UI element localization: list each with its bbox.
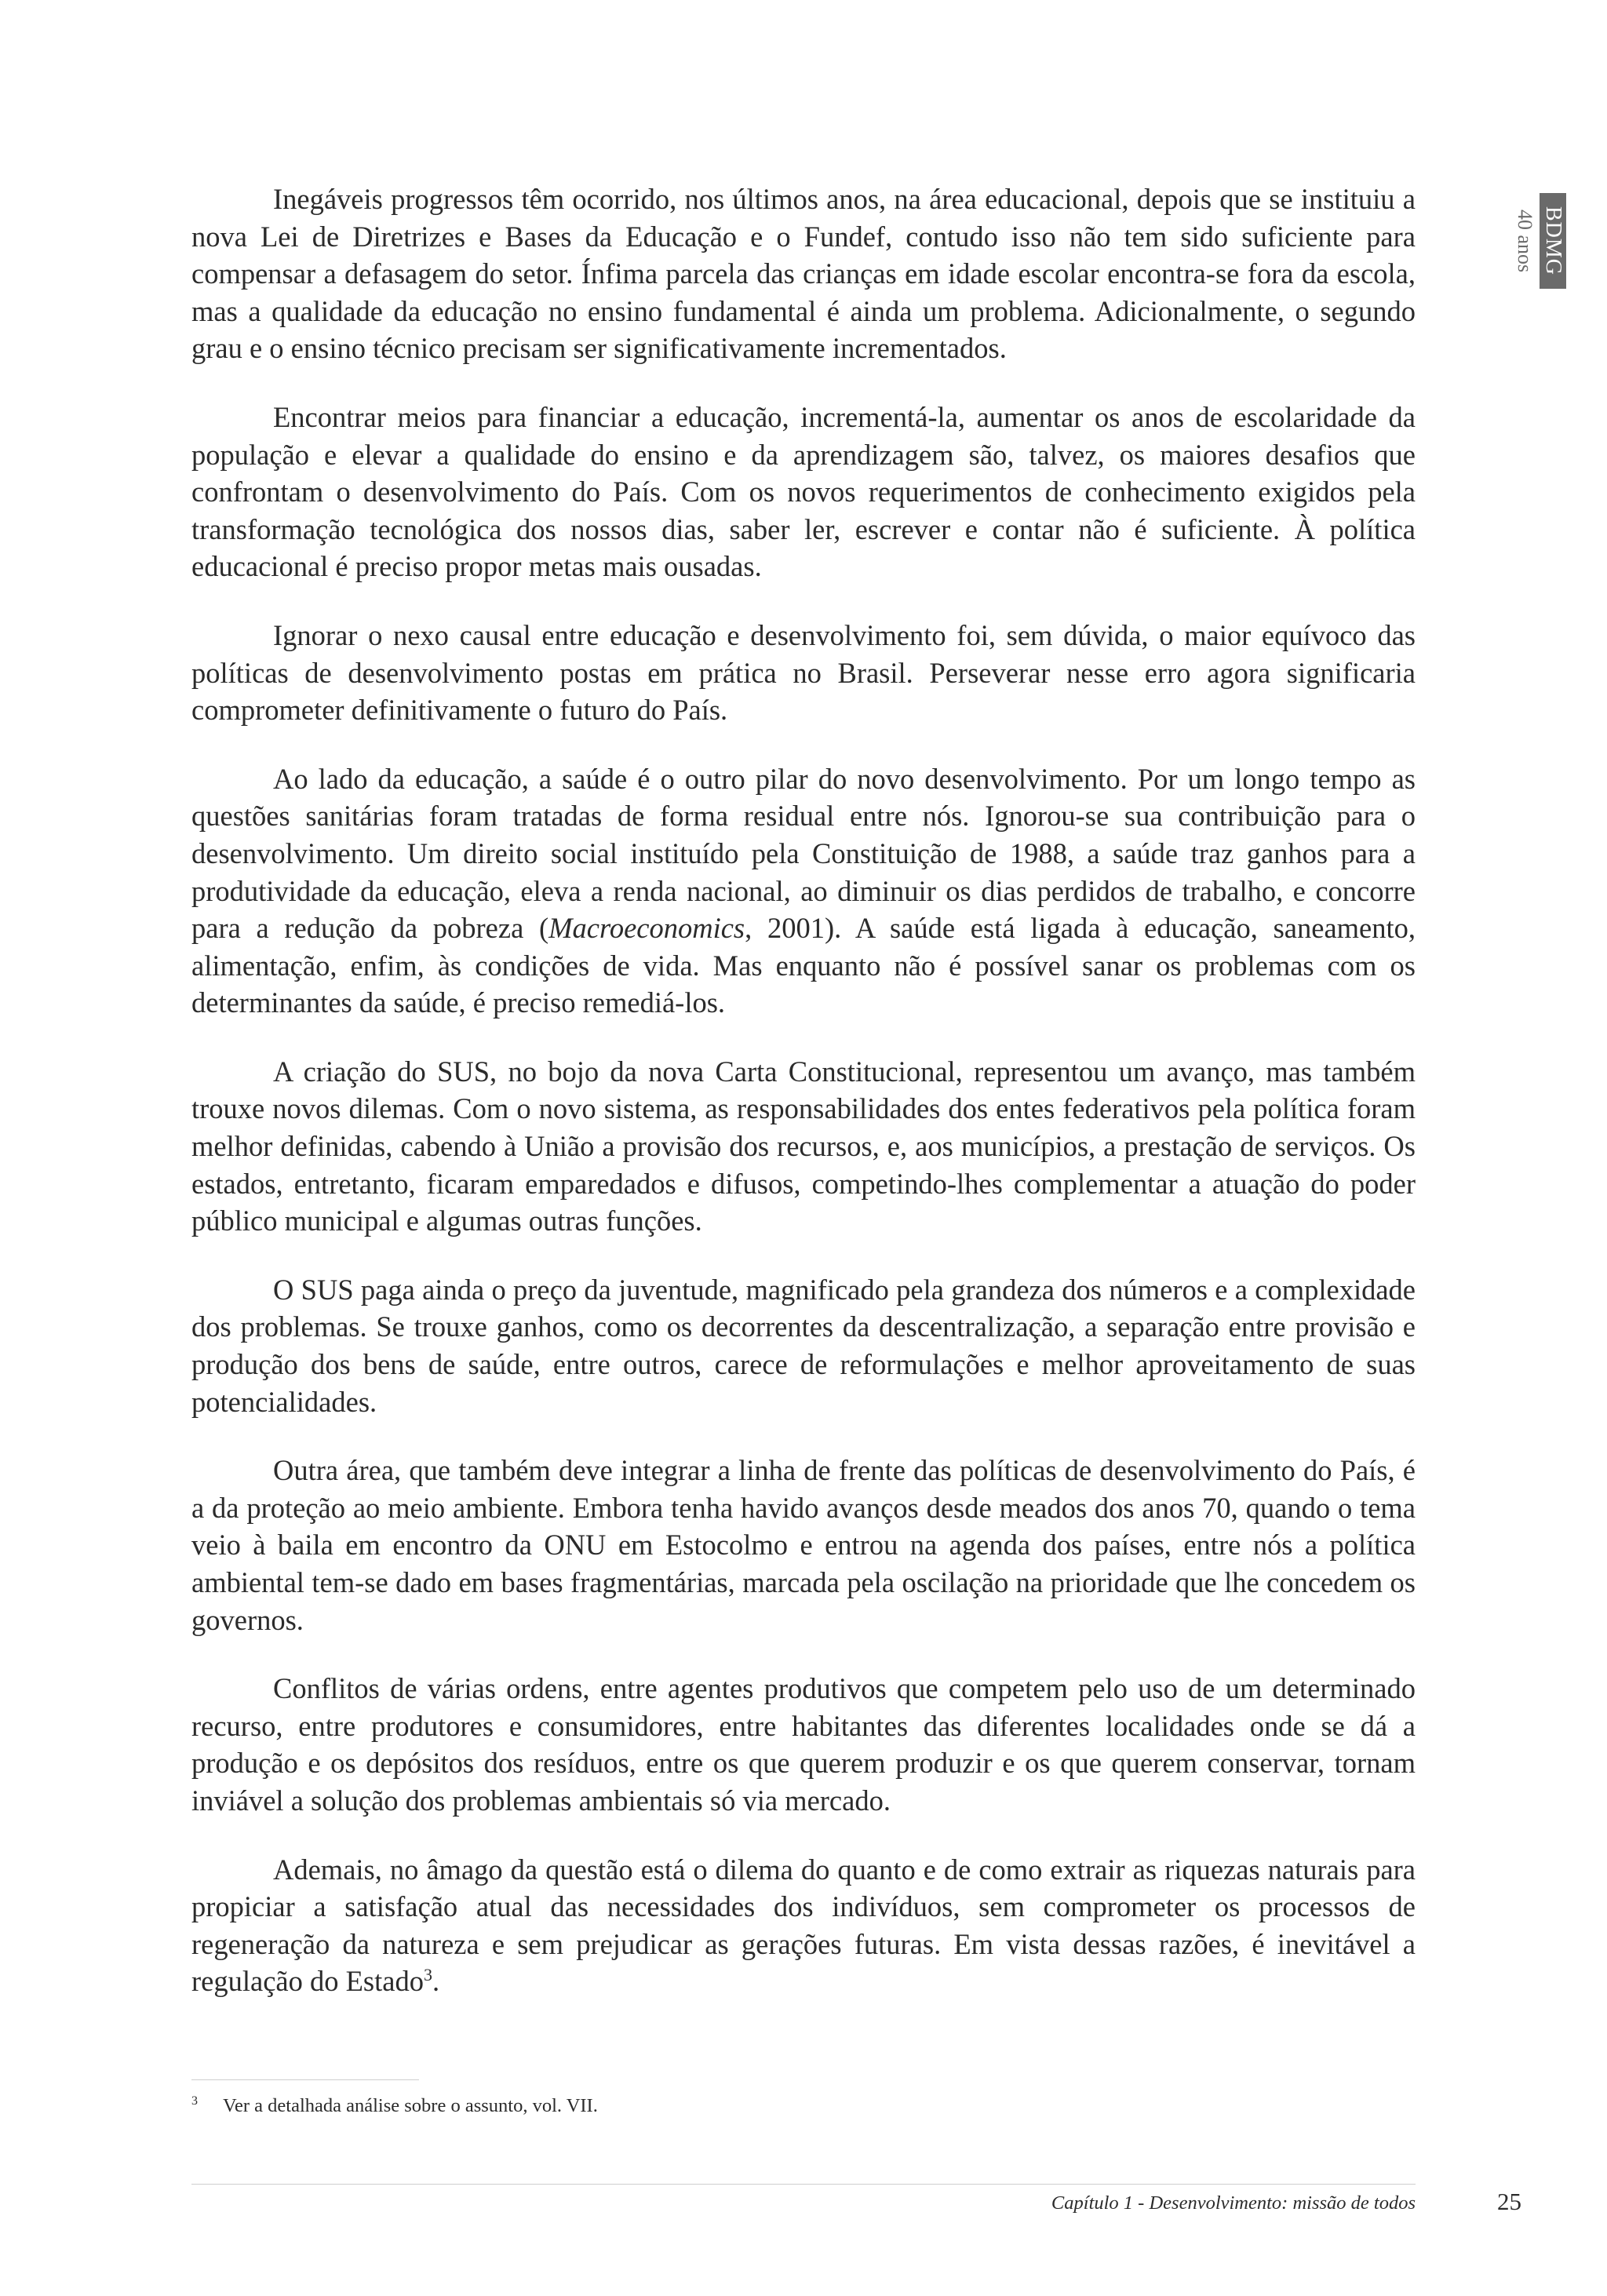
footer-divider — [191, 2184, 1416, 2185]
paragraph-2: Encontrar meios para financiar a educação, incrementá-la, aumentar os anos de escolaridade da população e elevar a qualidade do ensino e da aprendizagem são, talvez, os maiores desafios que confrontam o desenvolvimento do País. Com os novos requerimentos de conhecimento exigidos pela transformação tecnológica dos nossos dias, saber ler, escrever e contar não é suficiente. À política educacional é preciso propor metas mais ousadas. — [191, 400, 1416, 583]
side-tab-subtitle: 40 anos — [1514, 209, 1536, 273]
paragraph-7: Outra área, que também deve integrar a linha de frente das políticas de desenvolvimento do País, é a da proteção ao meio ambiente. Embora tenha havido avanços desde meados dos anos 70, quando o tema veio à baila em encontro da ONU em Estocolmo e entrou na agenda dos países, entre nós a política ambiental tem-se dado em bases fragmentárias, marcada pela oscilação na prioridade que lhe concedem os governos. — [191, 1454, 1416, 1636]
citation-italic: Macroeconomics — [548, 912, 745, 945]
paragraph-9-text-before: Ademais, no âmago da questão está o dilema do quanto e de como extrair as riquezas naturais para propiciar a satisfação atual das necessidades dos indivíduos, sem comprometer os processos de regeneração da natureza e sem prejudicar as gerações futuras. Em vista dessas razões, é inevitável a regulação do Estado — [191, 1853, 1416, 1998]
footnote-divider — [191, 2079, 419, 2080]
footnote — [191, 2089, 598, 2119]
footnote-marker: 3 — [191, 2094, 198, 2108]
paragraph-4-text-before: Ao lado da educação, a saúde é o outro pilar do novo desenvolvimento. Por um longo tempo as questões sanitárias foram tratadas de forma residual entre nós. Ignorou-se sua contribuição para o desenvolvimento. Um direito social instituído pela Constituição de 1988, a saúde traz ganhos para a produtividade da educação, eleva a renda nacional, ao diminuir os dias perdidos de trabalho, e concorre para a redução da pobreza ( — [191, 762, 1416, 945]
paragraph-9-text-after: . — [432, 1965, 440, 1998]
paragraph-8: Conflitos de várias ordens, entre agentes produtivos que competem pelo uso de um determinado recurso, entre produtores e consumidores, entre habitantes das diferentes localidades onde se dá a produção e os depósitos dos resíduos, entre os que querem produzir e os que querem conservar, tornam inviável a solução dos problemas ambientais só via mercado. — [191, 1672, 1416, 1817]
footnote-text: Ver a detalhada análise sobre o assunto, vol. VII. — [223, 2095, 598, 2117]
paragraph-4 — [191, 760, 1416, 1022]
footer-chapter-title: Capítulo 1 - Desenvolvimento: missão de todos — [1051, 2192, 1416, 2214]
paragraph-9 — [191, 1851, 1416, 2000]
page-number: 25 — [1497, 2188, 1521, 2215]
paragraph-5: A criação do SUS, no bojo da nova Carta Constitucional, representou um avanço, mas também trouxe novos dilemas. Com o novo sistema, as responsabilidades dos entes federativos pela política foram melhor definidas, cabendo à União a provisão dos recursos, e, aos municípios, a prestação de serviços. Os estados, entretanto, ficaram emparedados e difusos, competindo-lhes complementar a atuação do poder público municipal e algumas outras funções. — [191, 1055, 1416, 1237]
footnote-reference[interactable]: 3 — [423, 1965, 432, 1985]
side-tab — [1511, 193, 1566, 289]
paragraph-4-text-after: , 2001). A saúde está ligada à educação, saneamento, alimentação, enfim, às condições de vida. Mas enquanto não é possível sanar os problemas com os determinantes da saúde, é preciso remediá-los. — [191, 912, 1416, 1019]
paragraph-3: Ignorar o nexo causal entre educação e desenvolvimento foi, sem dúvida, o maior equívoco das políticas de desenvolvimento postas em prática no Brasil. Perseverar nesse erro agora significaria comprometer definitivamente o futuro do País. — [191, 618, 1416, 727]
paragraph-1: Inegáveis progressos têm ocorrido, nos últimos anos, na área educacional, depois que se instituiu a nova Lei de Diretrizes e Bases da Educação e o Fundef, contudo isso não tem sido suficiente para compensar a defasagem do setor. Ínfima parcela das crianças em idade escolar encontra-se fora da escola, mas a qualidade da educação no ensino fundamental é ainda um problema. Adicionalmente, o segundo grau e o ensino técnico precisam ser significativamente incrementados. — [191, 183, 1416, 365]
body-text — [191, 180, 1416, 2032]
paragraph-6: O SUS paga ainda o preço da juventude, magnificado pela grandeza dos números e a complexidade dos problemas. Se trouxe ganhos, como os decorrentes da descentralização, a separação entre provisão e produção dos bens de saúde, entre outros, carece de reformulações e melhor aproveitamento de suas potencialidades. — [191, 1273, 1416, 1418]
side-tab-badge: BDMG — [1540, 193, 1566, 289]
